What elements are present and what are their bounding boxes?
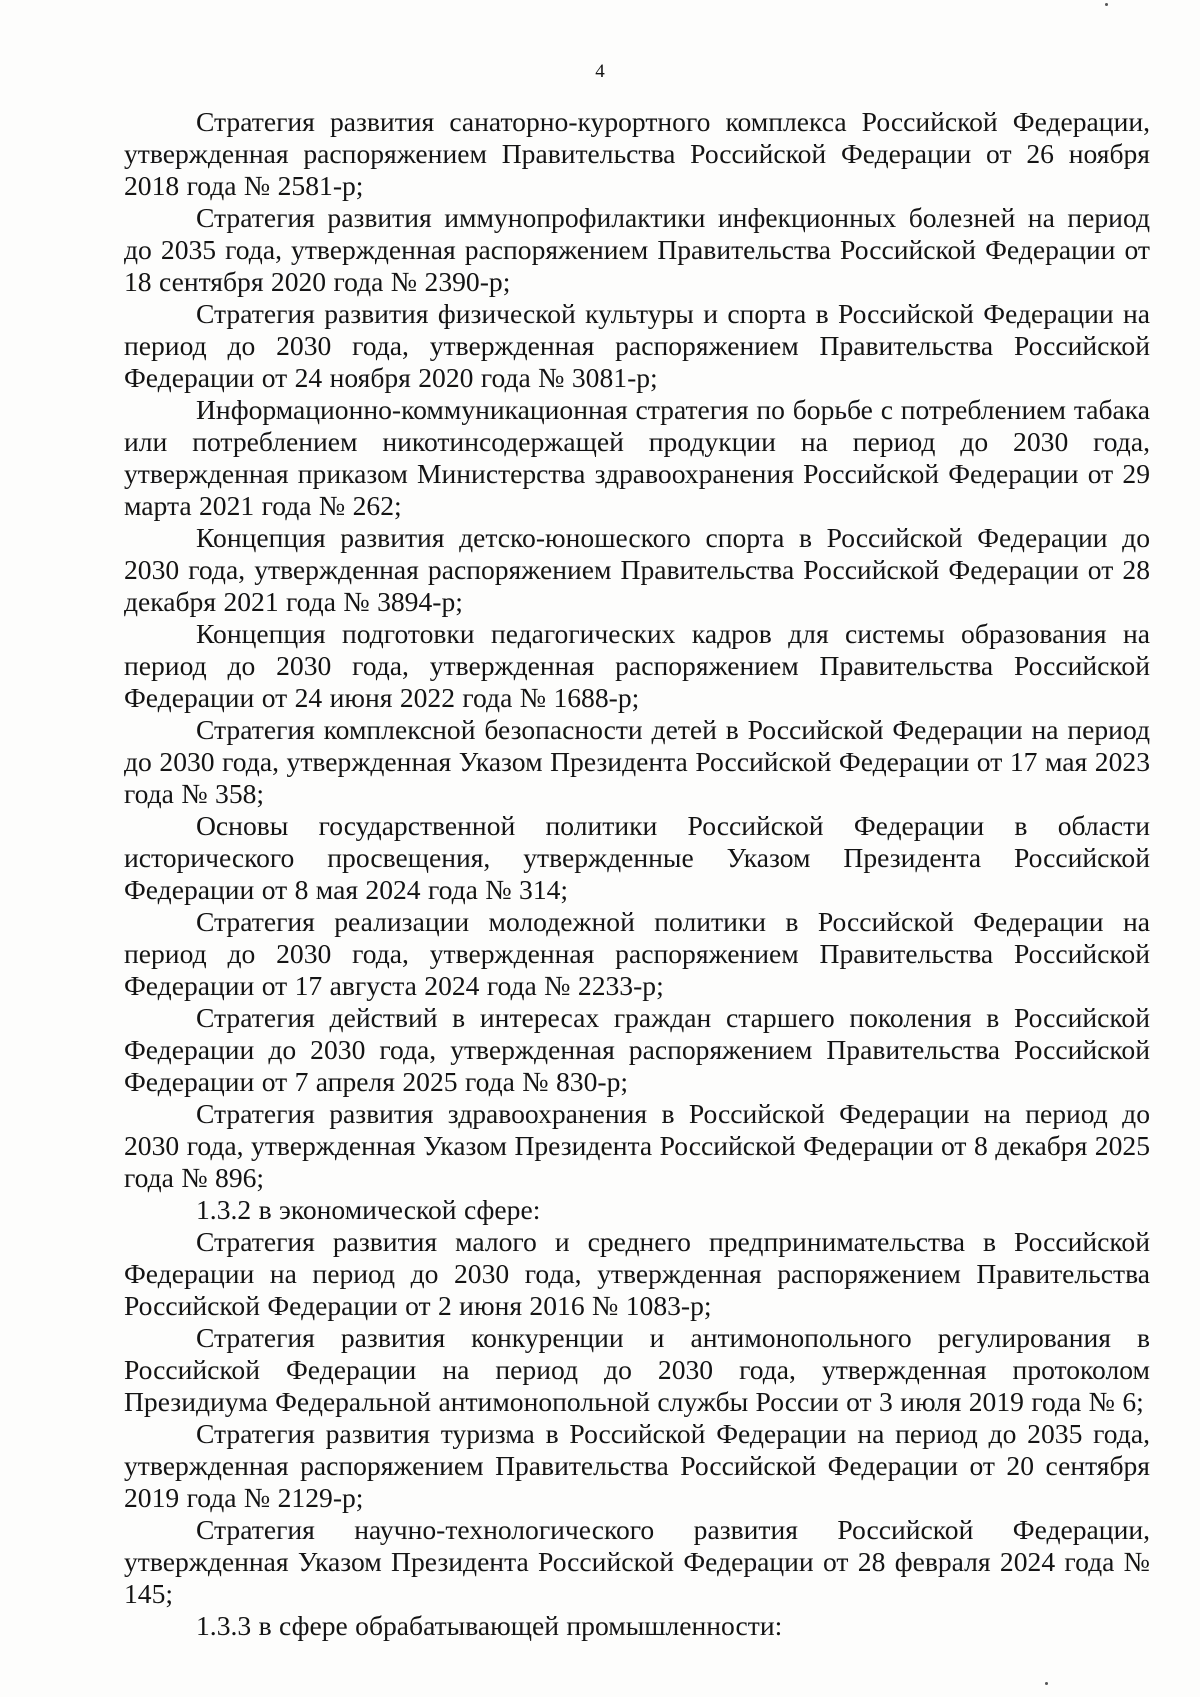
- section-heading-manufacturing: 1.3.3 в сфере обрабатывающей промышленности:: [196, 1610, 783, 1641]
- paragraph-historical-education-basics: Основы государственной политики Российской Федерации в области исторического просвещения, утвержденные Указом Президента Российской Федерации от 8 мая 2024 года № 314;: [124, 810, 1150, 905]
- scan-speck: [1105, 3, 1108, 6]
- paragraph-science-tech-strategy: Стратегия научно-технологического развития Российской Федерации, утвержденная Указом Президента Российской Федерации от 28 февраля 2024 года № 145;: [124, 1514, 1150, 1609]
- paragraph-immunoprophylaxis-strategy: Стратегия развития иммунопрофилактики инфекционных болезней на период до 2035 года, утвержденная распоряжением Правительства Российской Федерации от 18 сентября 2020 года № 2390-р;: [124, 202, 1150, 297]
- document-body: [124, 106, 1150, 1642]
- section-heading-economic: 1.3.2 в экономической сфере:: [196, 1194, 541, 1225]
- paragraph-small-business-strategy: Стратегия развития малого и среднего предпринимательства в Российской Федерации на период до 2030 года, утвержденная распоряжением Правительства Российской Федерации от 2 июня 2016 № 1083-р;: [124, 1226, 1150, 1321]
- scan-speck: [1045, 1682, 1048, 1685]
- paragraph-competition-strategy: Стратегия развития конкуренции и антимонопольного регулирования в Российской Федерации на период до 2030 года, утвержденная протоколом Президиума Федеральной антимонопольной службы России от 3 июля 2019 года № 6;: [124, 1322, 1150, 1417]
- paragraph-youth-policy-strategy: Стратегия реализации молодежной политики в Российской Федерации на период до 2030 года, утвержденная распоряжением Правительства Российской Федерации от 17 августа 2024 года № 2233-р;: [124, 906, 1150, 1001]
- paragraph-child-safety-strategy: Стратегия комплексной безопасности детей в Российской Федерации на период до 2030 года, утвержденная Указом Президента Российской Федерации от 17 мая 2023 года № 358;: [124, 714, 1150, 809]
- paragraph-youth-sport-concept: Концепция развития детско-юношеского спорта в Российской Федерации до 2030 года, утвержденная распоряжением Правительства Российской Федерации от 28 декабря 2021 года № 3894-р;: [124, 522, 1150, 617]
- paragraph-tourism-strategy: Стратегия развития туризма в Российской Федерации на период до 2035 года, утвержденная распоряжением Правительства Российской Федерации от 20 сентября 2019 года № 2129-р;: [124, 1418, 1150, 1513]
- paragraph-older-generation-strategy: Стратегия действий в интересах граждан старшего поколения в Российской Федерации до 2030 года, утвержденная распоряжением Правительства Российской Федерации от 7 апреля 2025 года № 830-р;: [124, 1002, 1150, 1097]
- paragraph-teacher-training-concept: Концепция подготовки педагогических кадров для системы образования на период до 2030 года, утвержденная распоряжением Правительства Российской Федерации от 24 июня 2022 года № 1688-р;: [124, 618, 1150, 713]
- paragraph-sport-strategy: Стратегия развития физической культуры и спорта в Российской Федерации на период до 2030 года, утвержденная распоряжением Правительства Российской Федерации от 24 ноября 2020 года № 3081-р;: [124, 298, 1150, 393]
- paragraph-tobacco-strategy: Информационно-коммуникационная стратегия по борьбе с потреблением табака или потреблением никотинсодержащей продукции на период до 2030 года, утвержденная приказом Министерства здравоохранения Российской Федерации от 29 марта 2021 года № 262;: [124, 394, 1150, 521]
- paragraph-healthcare-strategy: Стратегия развития здравоохранения в Российской Федерации на период до 2030 года, утвержденная Указом Президента Российской Федерации от 8 декабря 2025 года № 896;: [124, 1098, 1150, 1193]
- paragraph-sanatorium-strategy: Стратегия развития санаторно-курортного комплекса Российской Федерации, утвержденная распоряжением Правительства Российской Федерации от 26 ноября 2018 года № 2581-р;: [124, 106, 1150, 201]
- page-number: 4: [595, 61, 605, 82]
